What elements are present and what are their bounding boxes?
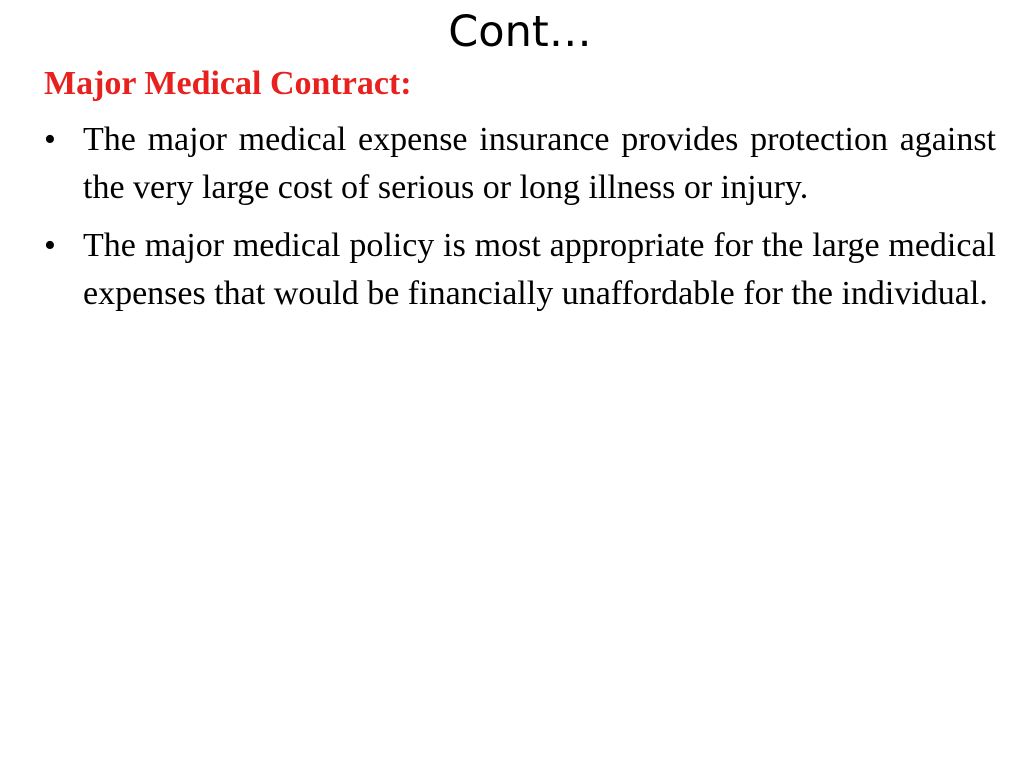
bullet-icon: • — [44, 121, 56, 158]
bullet-text: The major medical policy is most appropriate for the large medical expenses that would be financially unaffordable for the individual. — [83, 227, 996, 312]
slide-title: Cont… — [448, 7, 592, 57]
bullet-text: The major medical expense insurance provides protection against the very large cost of serious or long illness or injury. — [83, 121, 996, 206]
bullet-list — [44, 116, 996, 328]
list-item — [44, 222, 996, 318]
list-item — [44, 116, 996, 212]
section-heading: Major Medical Contract: — [44, 65, 412, 102]
bullet-icon: • — [44, 227, 56, 264]
